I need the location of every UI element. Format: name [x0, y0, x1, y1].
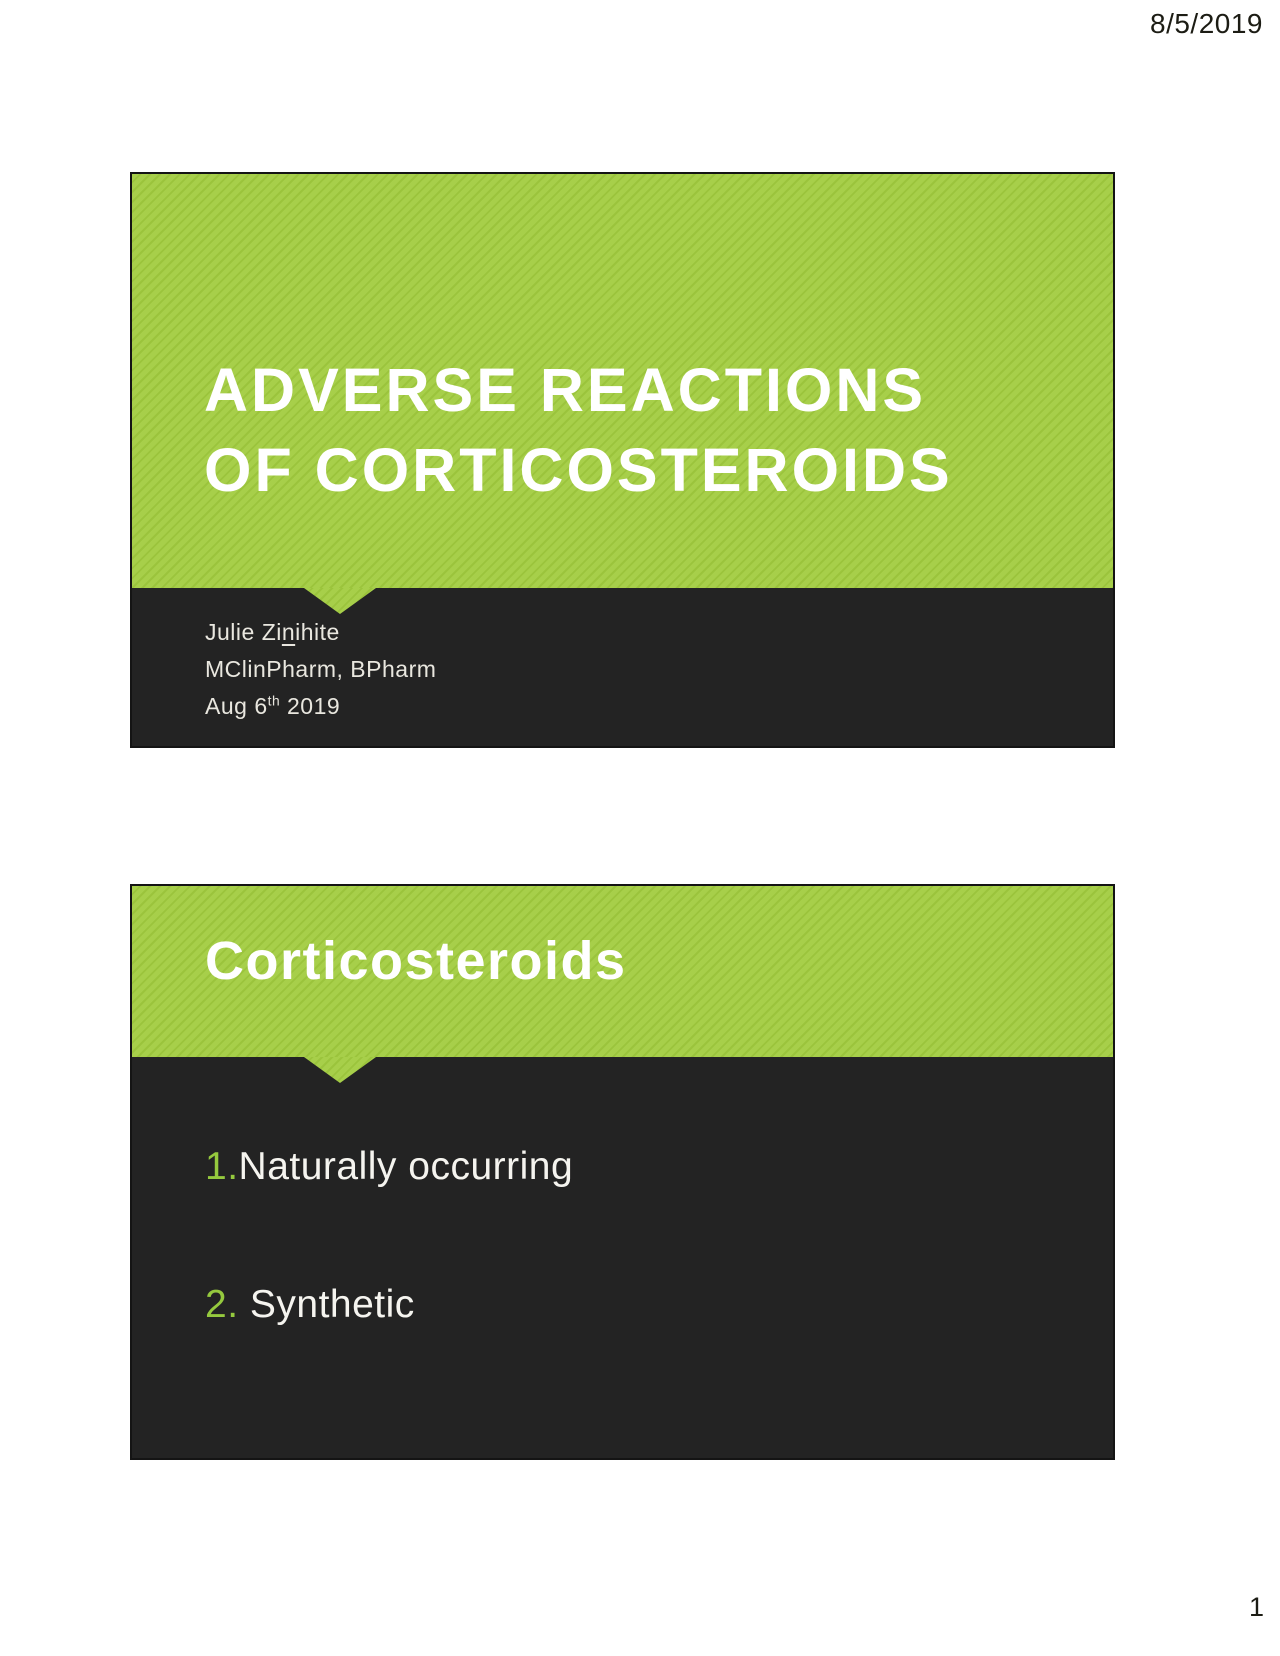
- presentation-date-part: Aug 6: [205, 693, 268, 719]
- title-slide: [130, 172, 1115, 748]
- content-slide: [130, 884, 1115, 1460]
- content-slide-header: [132, 886, 1113, 1057]
- title-slide-green-panel: [132, 174, 1113, 588]
- presentation-date-part: 2019: [280, 693, 341, 719]
- title-slide-dark-panel: [132, 588, 1113, 746]
- author-block: [132, 588, 1113, 725]
- author-name-part: ihite: [295, 619, 340, 645]
- item-number: 2.: [205, 1283, 239, 1326]
- page-header-date: 8/5/2019: [1150, 8, 1263, 39]
- page-number: 1: [1248, 1592, 1264, 1622]
- item-number: 1.: [205, 1145, 239, 1188]
- list-item: [205, 1145, 1113, 1189]
- author-name-part: Julie Zi: [205, 619, 282, 645]
- slide-title: Corticosteroids: [205, 931, 627, 991]
- presentation-date-ordinal: th: [267, 693, 281, 709]
- author-credentials: MClinPharm, BPharm: [205, 656, 437, 682]
- numbered-list: [132, 1057, 1113, 1327]
- content-slide-body-panel: [132, 1057, 1113, 1458]
- presentation-title-line-1: ADVERSE REACTIONS: [204, 356, 927, 424]
- author-name: [205, 614, 1113, 651]
- presentation-date: [205, 688, 1113, 725]
- list-item: [205, 1283, 1113, 1327]
- presentation-title: [204, 350, 953, 510]
- presentation-title-line-2: OF CORTICOSTEROIDS: [204, 436, 953, 504]
- item-label: Naturally occurring: [238, 1145, 574, 1188]
- author-name-underlined-part: n: [281, 619, 296, 645]
- item-label: Synthetic: [238, 1283, 415, 1326]
